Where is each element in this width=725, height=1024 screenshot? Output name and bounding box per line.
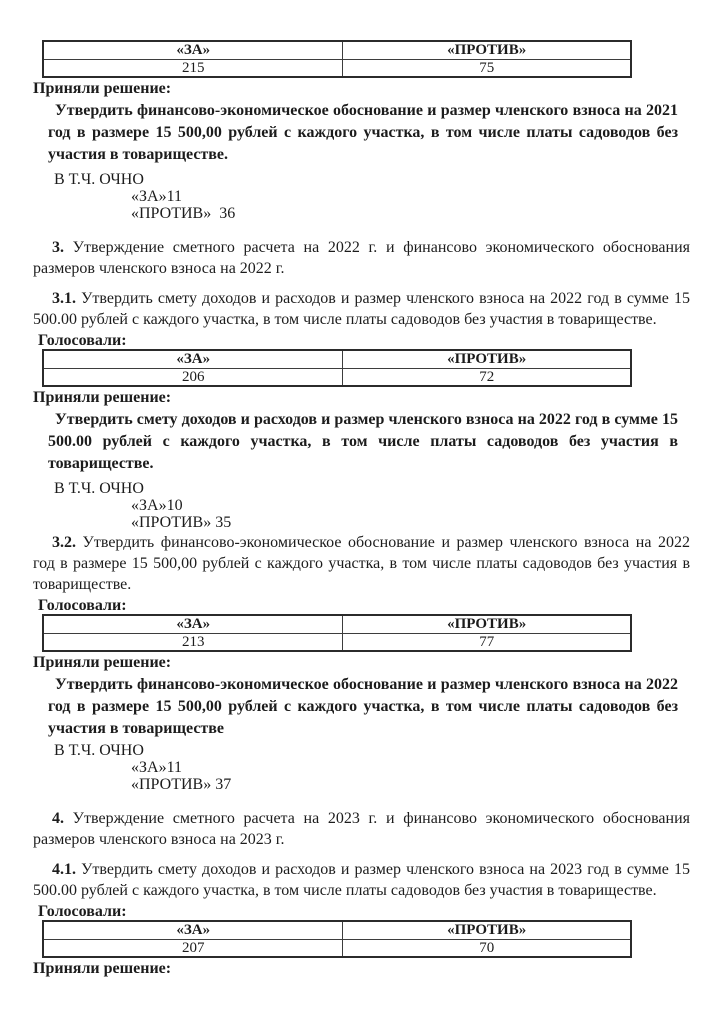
in-person-block-2 [54,480,690,531]
motion-3-2 [33,532,690,595]
against-header: «ПРОТИВ» [343,41,631,59]
in-person-for-line: «ЗА»10 [131,497,183,514]
for-value: 213 [43,633,343,651]
item-number: 3. [52,239,64,256]
voted-label-1: Голосовали: [38,332,127,349]
in-person-for-line: «ЗА»11 [131,188,182,205]
voted-label-2: Голосовали: [38,597,127,614]
for-value: 206 [43,368,343,386]
in-person-label: В Т.Ч. ОЧНО [54,171,144,188]
vote-table-3-2 [42,614,632,652]
motion-4-1 [33,859,690,901]
in-person-label: В Т.Ч. ОЧНО [54,742,144,759]
item-number: 4.1. [52,861,76,878]
item-text: Утвердить смету доходов и расходов и размер членского взноса на 2023 год в сумме 15 500.00 рублей с каждого участка, в том числе платы садоводов без участия в товариществе. [33,861,690,899]
resolution-3-2: Утвердить финансово-экономическое обоснование и размер членского взноса на 2022 год в размере 15 500,00 рублей с каждого участка, в том числе платы садоводов без участия в товариществе [48,676,678,737]
item-text: Утвердить смету доходов и расходов и размер членского взноса на 2022 год в сумме 15 500.00 рублей с каждого участка, в том числе платы садоводов без участия в товариществе. [33,290,690,328]
in-person-against-line: «ПРОТИВ» 36 [131,205,236,222]
in-person-block-1 [54,171,690,222]
motion-3-1 [33,288,690,330]
against-value: 77 [343,633,631,651]
resolution-2021: Утвердить финансово-экономическое обоснование и размер членского взноса на 2021 год в размере 15 500,00 рублей с каждого участка, в том числе платы садоводов без участия в товариществе. [48,102,678,163]
against-value: 75 [343,59,631,77]
for-header: «ЗА» [43,350,343,368]
vote-table-4-1 [42,920,632,958]
against-value: 70 [343,939,631,957]
decided-label-4: Приняли решение: [33,960,172,977]
voted-label-3: Голосовали: [38,903,127,920]
resolution-3-1: Утвердить смету доходов и расходов и размер членского взноса на 2022 год в сумме 15 500.00 рублей с каждого участка, в том числе платы садоводов без участия в товариществе. [48,411,678,472]
item-text: Утверждение сметного расчета на 2023 г. и финансово экономического обоснования размеров членского взноса на 2023 г. [33,810,690,848]
item-number: 3.2. [52,534,76,551]
agenda-item-4 [33,808,690,850]
in-person-for-line: «ЗА»11 [131,759,182,776]
in-person-against-line: «ПРОТИВ» 37 [131,776,232,793]
for-header: «ЗА» [43,41,343,59]
item-number: 4. [52,810,64,827]
item-text: Утверждение сметного расчета на 2022 г. и финансово экономического обоснования размеров членского взноса на 2022 г. [33,239,690,277]
decided-label-3: Приняли решение: [33,654,172,671]
for-header: «ЗА» [43,615,343,633]
decided-label-1: Приняли решение: [33,80,172,97]
vote-table-2021 [42,40,632,78]
item-number: 3.1. [52,290,76,307]
in-person-against-line: «ПРОТИВ» 35 [131,514,232,531]
agenda-item-3 [33,237,690,279]
against-value: 72 [343,368,631,386]
against-header: «ПРОТИВ» [343,350,631,368]
for-header: «ЗА» [43,921,343,939]
for-value: 207 [43,939,343,957]
against-header: «ПРОТИВ» [343,921,631,939]
vote-table-3-1 [42,349,632,387]
in-person-label: В Т.Ч. ОЧНО [54,480,144,497]
item-text: Утвердить финансово-экономическое обоснование и размер членского взноса на 2022 год в размере 15 500,00 рублей с каждого участка, в том числе платы садоводов без участия в товариществе. [33,534,690,593]
for-value: 215 [43,59,343,77]
decided-label-2: Приняли решение: [33,389,172,406]
in-person-block-3 [54,742,690,793]
against-header: «ПРОТИВ» [343,615,631,633]
